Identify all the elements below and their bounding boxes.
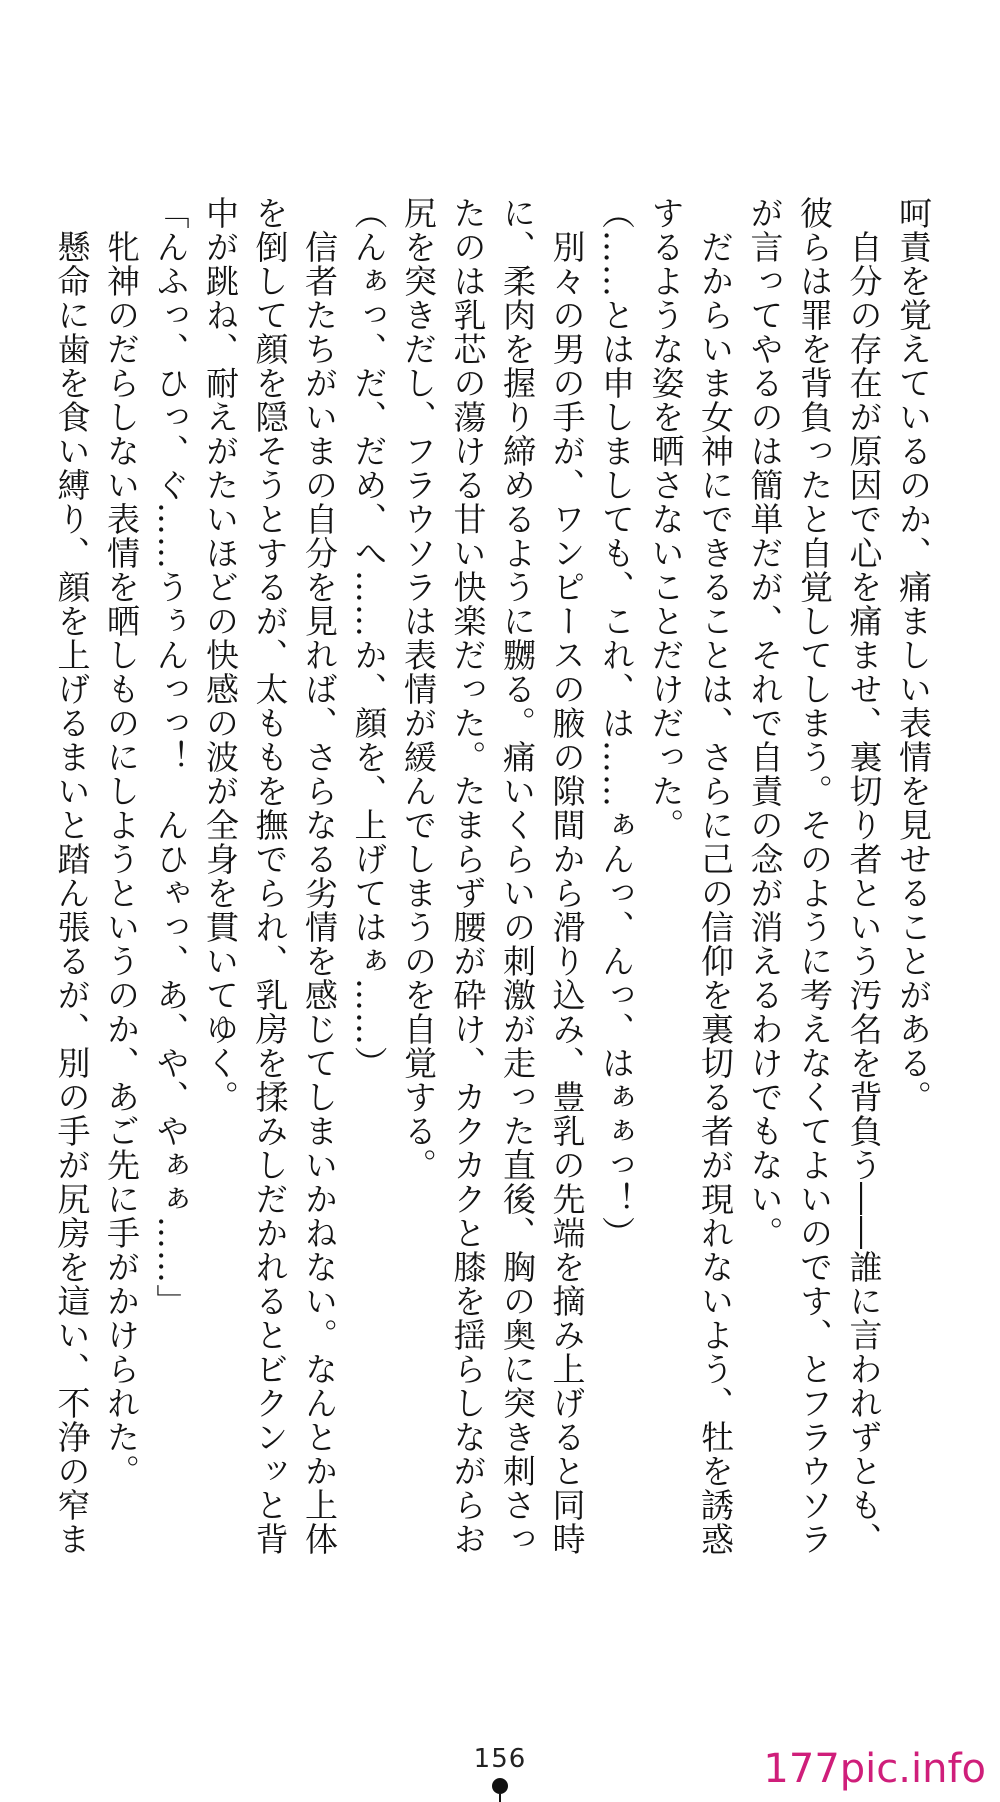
text-line: が言ってやるのは簡単だが、それで自責の念が消えるわけでもない。 <box>745 196 785 1250</box>
page-marker-stem <box>499 1794 501 1802</box>
text-line: 中が跳ね、耐えがたいほどの快感の波が全身を貫いてゆく。 <box>201 196 240 1114</box>
watermark-link[interactable]: 177pic.info <box>763 1746 986 1792</box>
text-line: 「んふっ、ひっ、ぐ……うぅんっっ！ んひゃっ、あ、や、やぁぁ……」 <box>151 196 191 1318</box>
text-line: 懸命に歯を食い縛り、顔を上げるまいと踏ん張るが、別の手が尻房を這い、不浄の窄ま <box>52 196 92 1556</box>
text-line: たのは乳芯の蕩ける甘い快楽だった。たまらず腰が砕け、カクカクと膝を揺らしながらお <box>448 196 488 1556</box>
text-line: を倒して顔を隠そうとするが、太ももを撫でられ、乳房を揉みしだかれるとビクンッと背 <box>250 196 290 1556</box>
text-line: 尻を突きだし、フラウソラは表情が緩んでしまうのを自覚する。 <box>399 196 438 1182</box>
text-line: （……とは申しましても、これ、は……ぁんっ、んっ、はぁぁっ！） <box>597 196 636 1250</box>
text-line: 自分の存在が原因で心を痛ませ、裏切り者という汚名を背負う――誰に言われずとも、 <box>844 196 884 1556</box>
page-number: 156 <box>473 1744 527 1774</box>
text-line: 牝神のだらしない表情を晒しものにしようというのか、あご先に手がかけられた。 <box>102 196 141 1488</box>
text-line: 彼らは罪を背負ったと自覚してしまう。そのように考えなくてよいのです、とフラウソラ <box>795 196 834 1556</box>
text-line: 呵責を覚えているのか、痛ましい表情を見せることがある。 <box>894 196 933 1114</box>
text-line: （んぁっ、だ、だめ、へ……か、顔を、上げてはぁ……） <box>349 196 389 1080</box>
text-line: するような姿を晒さないことだけだった。 <box>646 196 686 842</box>
page-marker-dot <box>492 1778 508 1794</box>
text-line: だからいま女神にできることは、さらに己の信仰を裏切る者が現れないよう、牡を誘惑 <box>696 196 735 1556</box>
vertical-text-body <box>52 196 938 1556</box>
text-line: に、柔肉を握り締めるように嬲る。痛いくらいの刺激が走った直後、胸の奥に突き刺さっ <box>498 196 537 1556</box>
text-line: 別々の男の手が、ワンピースの腋の隙間から滑り込み、豊乳の先端を摘み上げると同時 <box>547 196 587 1556</box>
text-line: 信者たちがいまの自分を見れば、さらなる劣情を感じてしまいかねない。なんとか上体 <box>300 196 339 1556</box>
